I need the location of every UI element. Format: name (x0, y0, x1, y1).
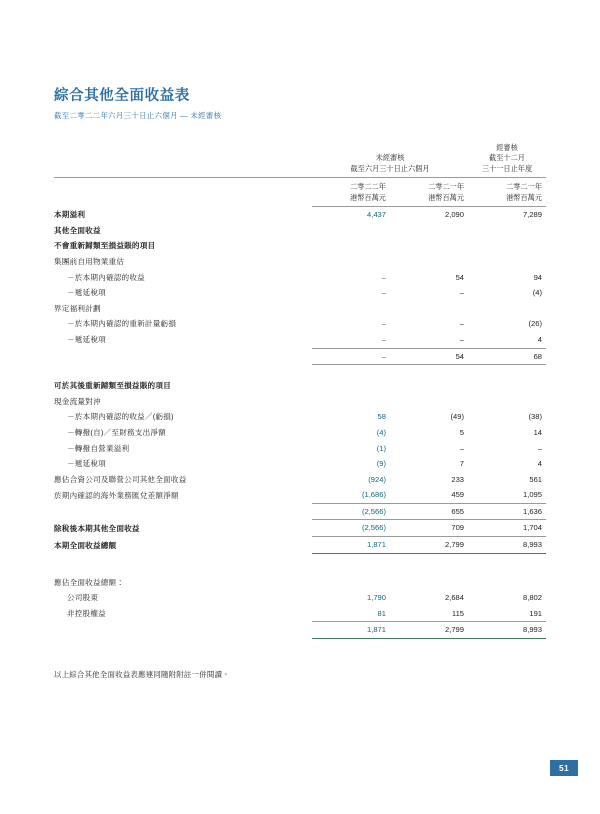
row-value-col3: 7,289 (468, 207, 546, 223)
row-label: 非控股權益 (67, 609, 106, 619)
row-value-col2 (390, 238, 468, 254)
row-label: －遞延稅項 (67, 335, 106, 345)
row-label: －轉撥自營業溢利 (67, 443, 130, 453)
header-spacer (54, 143, 312, 178)
header-col3-year: 二零二一年 (506, 182, 543, 192)
row-value-col1: 4,437 (312, 207, 390, 223)
row-value-col2: – (459, 319, 465, 329)
header-group-audited-period-1: 截至十二月 (489, 153, 525, 163)
row-value-col3: 8,993 (468, 537, 546, 554)
row-label: －於本期內確認的收益 (67, 272, 145, 282)
row-value-col2: 2,799 (390, 622, 468, 639)
row-value-col2: 54 (455, 272, 465, 282)
row-label: 於期內確認的海外業務匯兌差額淨額 (54, 490, 179, 500)
row-value-col1: 1,871 (312, 537, 390, 554)
row-value-col1 (312, 238, 390, 254)
table-row (54, 441, 546, 457)
header-group-audited-period-2: 三十一日止年度 (481, 163, 533, 173)
row-value-col3 (468, 254, 546, 270)
header-col3 (468, 178, 546, 207)
row-value-col2: 7 (459, 459, 465, 469)
row-label: －遞延稅項 (67, 459, 106, 469)
row-value-col1 (312, 378, 390, 394)
table-row (54, 254, 546, 270)
row-value-col1: (9) (376, 459, 386, 469)
row-value-col1: (1,686) (312, 487, 390, 503)
row-value-col3: 8,802 (523, 593, 543, 603)
table-row (54, 378, 546, 394)
table-row (54, 207, 546, 223)
row-value-col1: – (312, 348, 390, 365)
row-value-col3 (468, 378, 546, 394)
comprehensive-income-table (54, 143, 546, 639)
row-value-col3: 14 (533, 427, 543, 437)
row-value-col1: – (381, 319, 386, 329)
table-row (54, 348, 546, 365)
header-col2 (390, 178, 468, 207)
row-value-col1: 1,790 (366, 593, 386, 603)
attribution-heading-blank (312, 575, 390, 591)
row-value-col2: 233 (451, 474, 465, 484)
row-value-col3: 561 (529, 474, 543, 484)
table-row (54, 606, 546, 622)
header-group-audited-title: 經審核 (496, 143, 518, 153)
row-label: 本期溢利 (54, 210, 86, 220)
row-value-col1: (924) (368, 474, 386, 484)
header-group-row (54, 143, 546, 178)
header-col2-year: 二零二一年 (428, 182, 465, 192)
row-value-col1: 81 (312, 606, 390, 622)
footnote: 以上綜合其他全面收益表應連同隨附附註一併閱讀。 (54, 670, 230, 680)
row-value-col3 (468, 394, 546, 410)
row-label: 現金流量對沖 (54, 396, 101, 406)
table-row (54, 622, 546, 639)
attribution-heading: 應佔全面收益總額： (54, 577, 125, 587)
row-value-col3 (468, 223, 546, 239)
row-value-col3: 1,704 (468, 520, 546, 537)
table-row (54, 332, 546, 348)
row-value-col2: 54 (390, 348, 468, 365)
table-row (54, 590, 546, 606)
row-value-col3: (4) (532, 288, 543, 298)
table-row (54, 285, 546, 301)
row-value-col1: (2,566) (312, 503, 390, 520)
row-value-col1 (312, 254, 390, 270)
table-row (54, 520, 546, 537)
row-value-col3: 4 (468, 332, 546, 348)
row-label: －遞延稅項 (67, 288, 106, 298)
row-value-col2: 709 (390, 520, 468, 537)
row-value-col2: 2,090 (390, 207, 468, 223)
row-value-col1: (2,566) (312, 520, 390, 537)
header-col3-unit: 港幣百萬元 (506, 192, 543, 202)
header-group-unaudited-period: 截至六月三十日止六個月 (350, 163, 430, 173)
header-group-audited (468, 143, 546, 178)
table-row (54, 456, 546, 472)
row-value-col3 (468, 238, 546, 254)
table-row (54, 537, 546, 554)
row-value-col1: (4) (376, 427, 386, 437)
row-value-col2: – (459, 288, 465, 298)
row-value-col2: (49) (450, 412, 465, 422)
row-label: 應佔合資公司及聯營公司其他全面收益 (54, 474, 187, 484)
row-label: 其他全面收益 (54, 225, 101, 235)
row-label: 本期全面收益總額 (54, 540, 117, 550)
row-value-col1: (1) (376, 443, 386, 453)
page-subtitle: 截至二零二二年六月三十日止六個月 — 未經審核 (54, 111, 222, 121)
row-label (54, 348, 312, 365)
table-header (54, 143, 546, 207)
table-row (54, 472, 546, 488)
table-row (54, 301, 546, 317)
table-row (54, 503, 546, 520)
row-value-col1: 58 (377, 412, 386, 422)
row-value-col3 (468, 301, 546, 317)
row-value-col2: 5 (459, 427, 465, 437)
row-label: －轉撥(自)／至財務支出淨額 (67, 427, 166, 437)
row-value-col3: 94 (533, 272, 543, 282)
row-value-col2 (390, 394, 468, 410)
row-label: －於本期內確認的重新計量虧損 (67, 319, 177, 329)
row-value-col2 (390, 254, 468, 270)
row-label: 公司股東 (67, 593, 99, 603)
row-value-col2: – (390, 332, 468, 348)
row-value-col1: – (381, 272, 386, 282)
row-label: 不會重新歸類至損益賬的項目 (54, 241, 156, 251)
page-number-badge: 51 (550, 760, 578, 776)
table-row (54, 409, 546, 425)
row-value-col1 (312, 301, 390, 317)
row-value-col2: 459 (390, 487, 468, 503)
row-value-col1: – (381, 288, 386, 298)
row-spacer (54, 553, 546, 567)
row-spacer (54, 567, 546, 575)
row-label: 集團前自用物業重估 (54, 256, 125, 266)
table-row (54, 425, 546, 441)
table-row (54, 270, 546, 286)
row-value-col3: 8,993 (468, 622, 546, 639)
table-row (54, 223, 546, 239)
row-label: 除稅後本期其他全面收益 (54, 523, 140, 533)
row-label (54, 622, 312, 639)
row-value-col3: 1,636 (468, 503, 546, 520)
attribution-heading-blank (468, 575, 546, 591)
row-value-col2: 115 (390, 606, 468, 622)
row-value-col3: (26) (528, 319, 543, 329)
header-group-unaudited (312, 143, 468, 178)
row-value-col3: 191 (468, 606, 546, 622)
table-row (54, 238, 546, 254)
row-value-col2 (390, 378, 468, 394)
attribution-body (54, 553, 546, 638)
row-value-col1 (312, 394, 390, 410)
row-value-col1 (312, 223, 390, 239)
row-value-col2: 655 (390, 503, 468, 520)
row-value-col3: 68 (468, 348, 546, 365)
header-units-row (54, 178, 546, 207)
row-value-col2: – (459, 443, 465, 453)
header-col1 (312, 178, 390, 207)
page-title: 綜合其他全面收益表 (54, 88, 190, 104)
header-col1-unit: 港幣百萬元 (350, 192, 386, 202)
attribution-heading-blank (390, 575, 468, 591)
row-value-col3: – (537, 443, 543, 453)
row-value-col2: 2,684 (445, 593, 465, 603)
row-value-col2: 2,799 (390, 537, 468, 554)
statement-content (54, 88, 546, 680)
row-label: －於本期內確認的收益／(虧損) (67, 412, 174, 422)
row-spacer (54, 365, 546, 379)
header-group-unaudited-title: 未經審核 (375, 153, 405, 163)
row-label (54, 503, 312, 520)
row-value-col2 (390, 223, 468, 239)
row-value-col3: (38) (528, 412, 543, 422)
table-row (54, 316, 546, 332)
row-value-col2 (390, 301, 468, 317)
row-value-col3: 1,095 (468, 487, 546, 503)
header-col2-unit: 港幣百萬元 (428, 192, 465, 202)
attribution-heading-row (54, 575, 546, 591)
table-row (54, 487, 546, 503)
row-value-col3: 4 (537, 459, 543, 469)
table-row (54, 394, 546, 410)
row-value-col1: – (312, 332, 390, 348)
table-body (54, 207, 546, 553)
header-col1-year: 二零二二年 (350, 182, 386, 192)
header-units-spacer (54, 178, 312, 207)
row-label: 界定福利計劃 (54, 303, 101, 313)
row-value-col1: 1,871 (312, 622, 390, 639)
row-label: 可於其後重新歸類至損益賬的項目 (54, 381, 171, 391)
